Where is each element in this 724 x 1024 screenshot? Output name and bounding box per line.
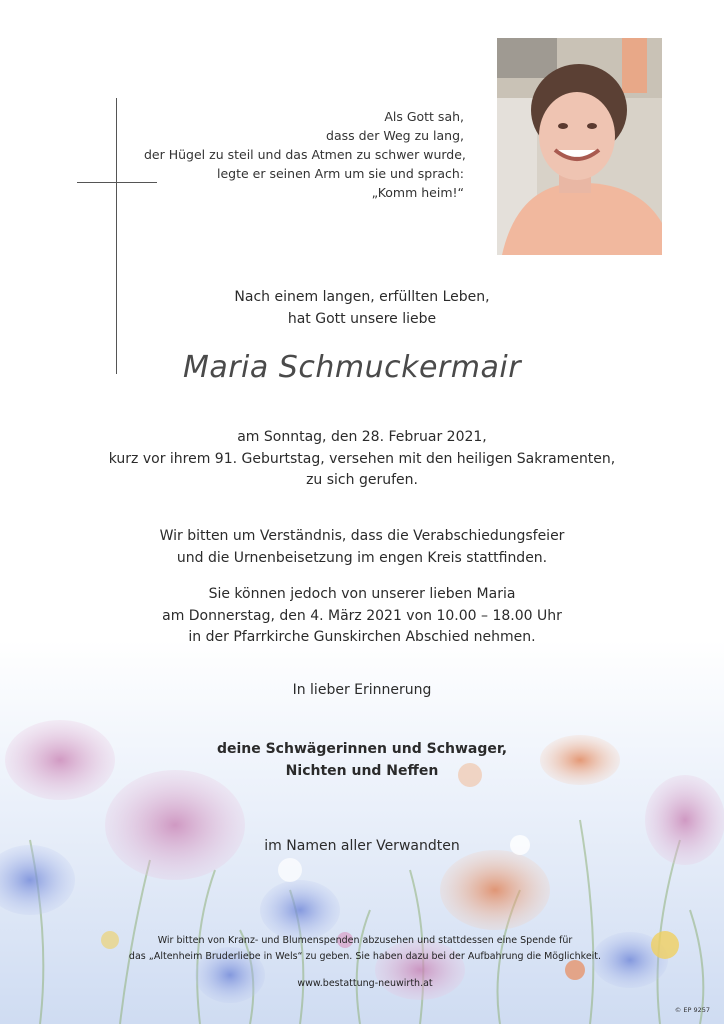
poem-line: der Hügel zu steil und das Atmen zu schwer wurde,	[144, 147, 466, 162]
farewell-line: am Donnerstag, den 4. März 2021 von 10.00 – 18.00 Uhr	[162, 607, 562, 624]
closing-text	[0, 680, 724, 702]
death-notice-line: kurz vor ihrem 91. Geburtstag, versehen mit den heiligen Sakramenten,	[108, 450, 616, 467]
donation-note	[0, 933, 724, 964]
ceremony-notice	[0, 526, 724, 569]
closing-line: In lieber Erinnerung	[292, 682, 432, 698]
poem-line: legte er seinen Arm um sie und sprach:	[217, 166, 464, 181]
poem-line: dass der Weg zu lang,	[326, 128, 464, 143]
cross-icon-vertical	[116, 98, 117, 374]
relatives-line: im Namen aller Verwandten	[264, 838, 460, 854]
poem-line: Als Gott sah,	[384, 109, 464, 124]
death-notice	[0, 427, 724, 492]
poem-line: „Komm heim!“	[371, 185, 464, 200]
donation-line: Wir bitten von Kranz- und Blumenspenden abzusehen und stattdessen eine Spende für	[157, 935, 573, 946]
mourners	[0, 739, 724, 782]
intro-line: hat Gott unsere liebe	[287, 310, 437, 327]
farewell-line: Sie können jedoch von unserer lieben Maria	[208, 586, 516, 602]
relatives-text	[0, 836, 724, 858]
document-code: © EP 9257	[674, 1006, 710, 1014]
mourners-line: Nichten und Neffen	[285, 762, 439, 779]
farewell-notice	[0, 584, 724, 649]
ceremony-line: und die Urnenbeisetzung im engen Kreis stattfinden.	[176, 549, 548, 566]
intro-line: Nach einem langen, erfüllten Leben,	[234, 289, 490, 305]
website-link[interactable]: www.bestattung-neuwirth.at	[297, 978, 433, 989]
intro-text	[0, 287, 724, 330]
mourners-line: deine Schwägerinnen und Schwager,	[216, 741, 508, 757]
donation-line: das „Altenheim Bruderliebe in Wels“ zu geben. Sie haben dazu bei der Aufbahrung die Möglichkeit.	[128, 950, 602, 962]
farewell-line: in der Pfarrkirche Gunskirchen Abschied nehmen.	[188, 629, 536, 645]
death-notice-line: zu sich gerufen.	[306, 472, 418, 488]
portrait-photo	[497, 38, 662, 255]
death-notice-line: am Sonntag, den 28. Februar 2021,	[237, 429, 487, 445]
deceased-name: Maria Schmuckermair	[182, 350, 522, 385]
ceremony-line: Wir bitten um Verständnis, dass die Verabschiedungsfeier	[159, 528, 565, 544]
poem	[144, 107, 464, 202]
